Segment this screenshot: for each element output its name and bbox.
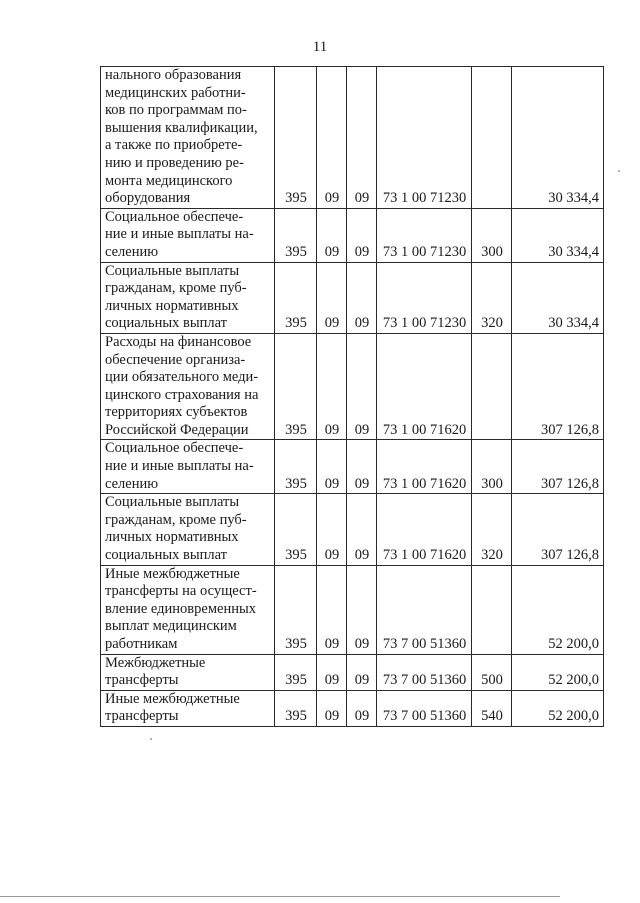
cell-description: Социальное обеспече- ние и иные выплаты на- селению — [101, 208, 275, 262]
cell-target-article: 73 1 00 71620 — [377, 440, 472, 494]
cell-subsection-code: 09 — [347, 67, 377, 209]
cell-amount: 52 200,0 — [512, 690, 604, 726]
cell-expense-type: 320 — [472, 494, 512, 565]
cell-amount: 30 334,4 — [512, 67, 604, 209]
cell-description: Социальные выплаты гражданам, кроме пуб- личных нормативных социальных выплат — [101, 262, 275, 333]
cell-target-article: 73 1 00 71230 — [377, 67, 472, 209]
cell-expense-type: 320 — [472, 262, 512, 333]
cell-subsection-code: 09 — [347, 208, 377, 262]
table-row — [101, 333, 604, 440]
cell-ministry-code: 395 — [275, 67, 317, 209]
cell-description: Межбюджетные трансферты — [101, 654, 275, 690]
cell-description: Иные межбюджетные трансферты — [101, 690, 275, 726]
cell-ministry-code: 395 — [275, 440, 317, 494]
cell-amount: 52 200,0 — [512, 565, 604, 654]
cell-subsection-code: 09 — [347, 690, 377, 726]
cell-expense-type — [472, 333, 512, 440]
cell-section-code: 09 — [317, 440, 347, 494]
cell-section-code: 09 — [317, 67, 347, 209]
table-row — [101, 208, 604, 262]
cell-amount: 307 126,8 — [512, 333, 604, 440]
cell-target-article: 73 7 00 51360 — [377, 690, 472, 726]
cell-subsection-code: 09 — [347, 262, 377, 333]
cell-subsection-code: 09 — [347, 494, 377, 565]
cell-subsection-code: 09 — [347, 654, 377, 690]
cell-target-article: 73 7 00 51360 — [377, 654, 472, 690]
cell-amount: 30 334,4 — [512, 208, 604, 262]
cell-description: Социальные выплаты гражданам, кроме пуб- личных нормативных социальных выплат — [101, 494, 275, 565]
cell-target-article: 73 7 00 51360 — [377, 565, 472, 654]
table-row — [101, 440, 604, 494]
cell-ministry-code: 395 — [275, 262, 317, 333]
cell-expense-type: 500 — [472, 654, 512, 690]
cell-section-code: 09 — [317, 654, 347, 690]
cell-expense-type: 300 — [472, 440, 512, 494]
cell-target-article: 73 1 00 71620 — [377, 494, 472, 565]
cell-section-code: 09 — [317, 208, 347, 262]
budget-table-body — [101, 67, 604, 727]
scan-artifact-line — [0, 896, 560, 897]
cell-description: Расходы на финансовое обеспечение организа- ции обязательного меди- цинского страхования на территориях субъектов Российской Федерации — [101, 333, 275, 440]
table-row — [101, 654, 604, 690]
cell-subsection-code: 09 — [347, 565, 377, 654]
cell-section-code: 09 — [317, 494, 347, 565]
scan-speck — [618, 170, 620, 172]
cell-description: нального образования медицинских работни- ков по программам по- вышения квалификации, а также по приобрете- нию и проведению ре- монта медицинского оборудования — [101, 67, 275, 209]
cell-subsection-code: 09 — [347, 440, 377, 494]
cell-ministry-code: 395 — [275, 565, 317, 654]
cell-subsection-code: 09 — [347, 333, 377, 440]
cell-expense-type: 300 — [472, 208, 512, 262]
cell-section-code: 09 — [317, 333, 347, 440]
cell-expense-type — [472, 565, 512, 654]
cell-amount: 30 334,4 — [512, 262, 604, 333]
table-row — [101, 565, 604, 654]
cell-section-code: 09 — [317, 262, 347, 333]
cell-ministry-code: 395 — [275, 494, 317, 565]
cell-expense-type: 540 — [472, 690, 512, 726]
budget-table — [100, 66, 604, 727]
cell-target-article: 73 1 00 71230 — [377, 208, 472, 262]
cell-target-article: 73 1 00 71620 — [377, 333, 472, 440]
table-row — [101, 67, 604, 209]
cell-section-code: 09 — [317, 565, 347, 654]
cell-description: Иные межбюджетные трансферты на осущест- вление единовременных выплат медицинским работникам — [101, 565, 275, 654]
cell-amount: 52 200,0 — [512, 654, 604, 690]
cell-ministry-code: 395 — [275, 208, 317, 262]
cell-description: Социальное обеспече- ние и иные выплаты на- селению — [101, 440, 275, 494]
scan-speck — [150, 738, 152, 740]
table-row — [101, 262, 604, 333]
table-row — [101, 494, 604, 565]
table-row — [101, 690, 604, 726]
cell-amount: 307 126,8 — [512, 494, 604, 565]
cell-section-code: 09 — [317, 690, 347, 726]
cell-ministry-code: 395 — [275, 333, 317, 440]
cell-ministry-code: 395 — [275, 690, 317, 726]
cell-amount: 307 126,8 — [512, 440, 604, 494]
cell-expense-type — [472, 67, 512, 209]
cell-target-article: 73 1 00 71230 — [377, 262, 472, 333]
page-number: 11 — [312, 39, 328, 55]
cell-ministry-code: 395 — [275, 654, 317, 690]
